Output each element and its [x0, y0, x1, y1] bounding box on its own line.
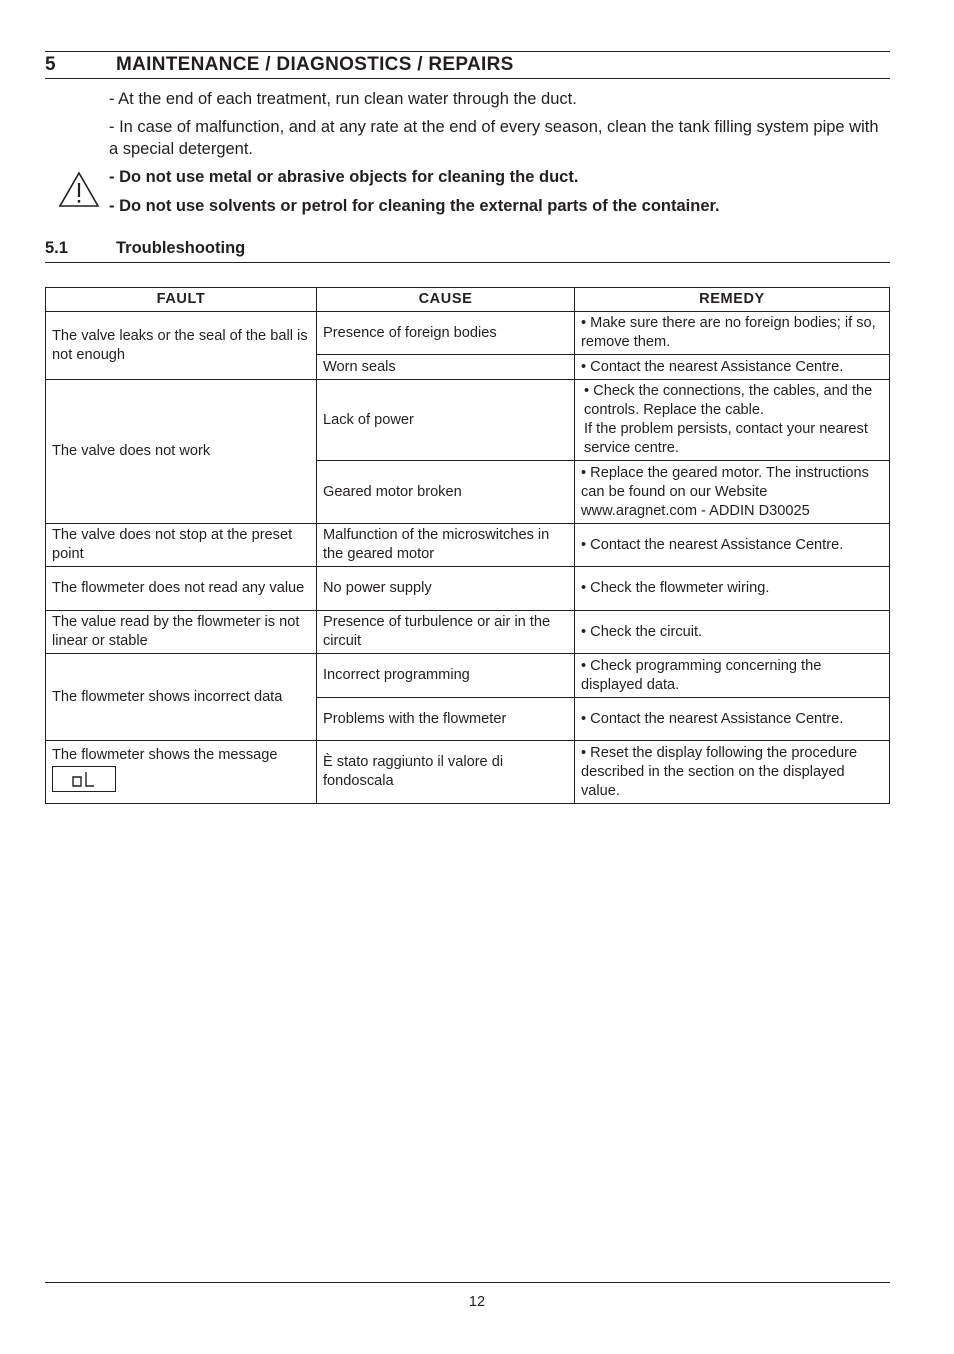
- cause-cell: Incorrect programming: [317, 654, 575, 698]
- table-row: [46, 741, 890, 804]
- ol-display-icon: [53, 767, 115, 791]
- subsection-title: Troubleshooting: [116, 239, 246, 257]
- table-row: [46, 312, 890, 355]
- cause-cell: Presence of foreign bodies: [317, 312, 575, 355]
- remedy-cell: • Replace the geared motor. The instructions can be found on our Website www.aragnet.com - ADDIN D30025: [575, 461, 890, 524]
- remedy-text: • Check the connections, the cables, and the controls. Replace the cable.: [584, 383, 873, 418]
- remedy-cell: • Check the circuit.: [575, 611, 890, 654]
- table-row: [46, 567, 890, 611]
- fault-cell: The valve does not work: [46, 380, 317, 524]
- fault-cell: The value read by the flowmeter is not linear or stable: [46, 611, 317, 654]
- remedy-cell: • Contact the nearest Assistance Centre.: [575, 524, 890, 567]
- warning-1: - Do not use metal or abrasive objects for cleaning the duct.: [109, 168, 579, 186]
- cause-cell: È stato raggiunto il valore di fondoscala: [317, 741, 575, 804]
- subsection-number: 5.1: [45, 239, 68, 257]
- remedy-cell: • Contact the nearest Assistance Centre.: [575, 355, 890, 380]
- fault-text: The flowmeter shows the message: [52, 747, 278, 763]
- cause-cell: Lack of power: [317, 380, 575, 461]
- fault-cell: The flowmeter shows incorrect data: [46, 654, 317, 741]
- troubleshooting-table: [45, 287, 890, 804]
- cause-cell: Presence of turbulence or air in the circuit: [317, 611, 575, 654]
- remedy-cell: • Make sure there are no foreign bodies; if so, remove them.: [575, 312, 890, 355]
- section-number: 5: [45, 54, 56, 75]
- table-row: [46, 654, 890, 698]
- instruction-2: - In case of malfunction, and at any rate at the end of every season, clean the tank filling system pipe with a special detergent.: [109, 118, 879, 158]
- subsection-heading: [45, 236, 890, 263]
- cause-cell: No power supply: [317, 567, 575, 611]
- section-title: MAINTENANCE / DIAGNOSTICS / REPAIRS: [116, 54, 514, 75]
- remedy-cell: • Check programming concerning the displayed data.: [575, 654, 890, 698]
- table-row: [46, 380, 890, 461]
- remedy-text-extra: If the problem persists, contact your nearest service centre.: [584, 421, 868, 456]
- fault-cell: The valve does not stop at the preset point: [46, 524, 317, 567]
- header-cause: CAUSE: [317, 288, 575, 312]
- header-remedy: REMEDY: [575, 288, 890, 312]
- table-row: [46, 611, 890, 654]
- warning-2: - Do not use solvents or petrol for cleaning the external parts of the container.: [109, 197, 720, 215]
- remedy-cell: • Reset the display following the procedure described in the section on the displayed value.: [575, 741, 890, 804]
- section-heading: [45, 51, 890, 79]
- cause-cell: Worn seals: [317, 355, 575, 380]
- table-header-row: [46, 288, 890, 312]
- page-number: 12: [468, 1294, 486, 1310]
- cause-cell: Geared motor broken: [317, 461, 575, 524]
- fault-cell: [46, 741, 317, 804]
- remedy-cell: [575, 380, 890, 461]
- display-message-box: [52, 766, 116, 792]
- warning-triangle-icon: [57, 170, 101, 210]
- cause-cell: Malfunction of the microswitches in the geared motor: [317, 524, 575, 567]
- instruction-1: - At the end of each treatment, run clean water through the duct.: [109, 90, 577, 108]
- footer-divider: [45, 1282, 890, 1283]
- cause-cell: Problems with the flowmeter: [317, 698, 575, 741]
- header-fault: FAULT: [46, 288, 317, 312]
- fault-cell: The valve leaks or the seal of the ball is not enough: [46, 312, 317, 380]
- remedy-cell: • Contact the nearest Assistance Centre.: [575, 698, 890, 741]
- fault-cell: The flowmeter does not read any value: [46, 567, 317, 611]
- remedy-cell: • Check the flowmeter wiring.: [575, 567, 890, 611]
- table-row: [46, 524, 890, 567]
